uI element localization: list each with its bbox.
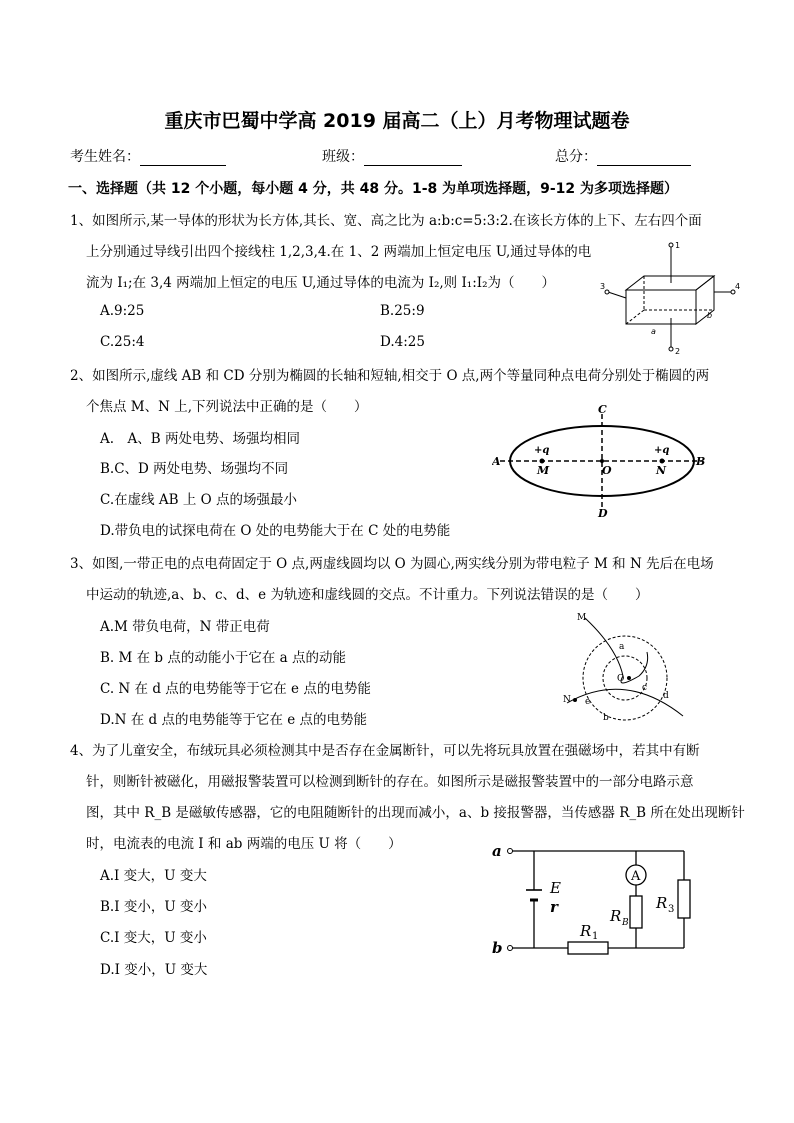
- class-field: [322, 146, 462, 166]
- q2-fig-label-q2: +q: [654, 445, 670, 456]
- q4-circuit-figure: [488, 838, 702, 960]
- q1-box-figure: [596, 238, 746, 358]
- q3-line1: 3、如图,一带正电的点电荷固定于 O 点,两虚线圆均以 O 为圆心,两实线分别为带电粒子 M 和 N 先后在电场: [70, 556, 714, 572]
- q4-line3: 图，其中 R_B 是磁敏传感器，它的电阻随断针的出现而减小，a、b 接报警器，当传感器 R_B 所在处出现断针: [86, 805, 745, 821]
- q2-fig-label-B: B: [696, 455, 706, 468]
- q4-fig-label-b: b: [492, 939, 503, 957]
- q1-fig-label-3: 3: [600, 282, 606, 291]
- q3-fig-label-c: c: [642, 683, 648, 693]
- q4-fig-label-R3-sub: 3: [668, 904, 675, 915]
- q1-fig-label-2: 2: [675, 347, 681, 356]
- q1-option-a: A.9:25: [100, 303, 145, 319]
- q4-line2: 针，则断针被磁化，用磁报警装置可以检测到断针的存在。如图所示是磁报警装置中的一部分电路示意: [86, 774, 694, 790]
- q2-fig-label-N: N: [656, 464, 667, 477]
- q3-option-c: C. N 在 d 点的电势能等于它在 e 点的电势能: [100, 681, 371, 697]
- q3-fig-label-N: N: [563, 695, 571, 705]
- q4-option-d: D.I 变小，U 变大: [100, 962, 208, 978]
- q1-fig-label-b: b: [707, 311, 713, 320]
- q3-fig-label-e: e: [585, 697, 591, 707]
- q4-fig-label-RB-sub: B: [622, 918, 629, 928]
- q2-line1: 2、如图所示,虚线 AB 和 CD 分别为椭圆的长轴和短轴,相交于 O 点,两个等量同种点电荷分别处于椭圆的两: [70, 368, 710, 384]
- q1-fig-label-1: 1: [675, 241, 681, 250]
- class-blank: [364, 151, 462, 166]
- q3-trajectory-figure: [555, 608, 690, 726]
- q1-option-c: C.25:4: [100, 334, 145, 350]
- page-title: 重庆市巴蜀中学高 2019 届高二（上）月考物理试题卷: [164, 110, 630, 132]
- q1-option-b: B.25:9: [380, 303, 425, 319]
- section-heading: 一、选择题（共 12 个小题，每小题 4 分，共 48 分。1-8 为单项选择题，9-12 为多项选择题）: [68, 181, 679, 197]
- q2-option-c: C.在虚线 AB 上 O 点的场强最小: [100, 492, 298, 508]
- q3-line2: 中运动的轨迹,a、b、c、d、e 为轨迹和虚线圆的交点。不计重力。下列说法错误的是（ ）: [86, 587, 649, 603]
- q4-option-b: B.I 变小，U 变小: [100, 899, 208, 915]
- class-label: 班级：: [322, 149, 364, 165]
- q4-fig-label-R1-sub: 1: [592, 931, 599, 942]
- q1-line1: 1、如图所示,某一导体的形状为长方体,其长、宽、高之比为 a:b:c=5:3:2.在该长方体的上下、左右四个面: [70, 213, 702, 229]
- q4-fig-label-E: E: [550, 879, 561, 897]
- q2-line2: 个焦点 M、N 上,下列说法中正确的是（ ）: [86, 399, 368, 415]
- q4-line4: 时，电流表的电流 I 和 ab 两端的电压 U 将（ ）: [86, 836, 402, 852]
- name-label: 考生姓名：: [70, 149, 140, 165]
- q3-fig-label-O: O: [617, 674, 625, 684]
- q4-fig-label-r: r: [550, 898, 558, 916]
- name-blank: [140, 151, 226, 166]
- score-field: [555, 146, 691, 166]
- q4-fig-label-R3: R: [656, 894, 668, 912]
- q1-fig-label-a: a: [651, 327, 656, 336]
- q2-fig-label-C: C: [598, 403, 607, 416]
- q4-fig-label-a: a: [492, 842, 502, 860]
- q2-fig-label-q1: +q: [534, 445, 550, 456]
- name-field: [70, 146, 226, 166]
- q3-option-a: A.M 带负电荷，N 带正电荷: [100, 619, 270, 635]
- q4-fig-label-RB: R: [610, 907, 622, 925]
- score-blank: [597, 151, 691, 166]
- q2-fig-label-O: O: [602, 464, 612, 477]
- q3-option-b: B. M 在 b 点的动能小于它在 a 点的动能: [100, 650, 346, 666]
- q2-option-d: D.带负电的试探电荷在 O 处的电势能大于在 C 处的电势能: [100, 523, 451, 539]
- q3-fig-label-d: d: [663, 691, 669, 701]
- q1-line2: 上分别通过导线引出四个接线柱 1,2,3,4.在 1、2 两端加上恒定电压 U,通过导体的电: [86, 244, 592, 260]
- q4-option-a: A.I 变大，U 变大: [100, 868, 207, 884]
- q2-fig-label-A: A: [492, 455, 501, 468]
- q3-fig-label-a: a: [619, 642, 625, 652]
- q2-fig-label-M: M: [537, 464, 550, 477]
- q4-line1: 4、为了儿童安全，布绒玩具必须检测其中是否存在金属断针，可以先将玩具放置在强磁场中，若其中有断: [70, 743, 700, 759]
- q3-fig-label-b: b: [603, 713, 609, 723]
- q1-option-d: D.4:25: [380, 334, 425, 350]
- q2-ellipse-figure: [492, 400, 714, 518]
- q4-fig-label-R1: R: [580, 922, 592, 940]
- q2-option-a: A. A、B 两处电势、场强均相同: [100, 431, 301, 447]
- q3-option-d: D.N 在 d 点的电势能等于它在 e 点的电势能: [100, 712, 368, 728]
- q2-option-b: B.C、D 两处电势、场强均不同: [100, 461, 289, 477]
- q1-fig-label-4: 4: [735, 282, 741, 291]
- q2-fig-label-D: D: [598, 507, 608, 518]
- q3-fig-label-M: M: [577, 613, 587, 623]
- score-label: 总分：: [555, 149, 597, 165]
- q4-option-c: C.I 变大，U 变小: [100, 930, 207, 946]
- q4-fig-label-A: A: [631, 869, 641, 884]
- q1-line3: 流为 I₁;在 3,4 两端加上恒定的电压 U,通过导体的电流为 I₂,则 I₁:I₂为（ ）: [86, 275, 556, 291]
